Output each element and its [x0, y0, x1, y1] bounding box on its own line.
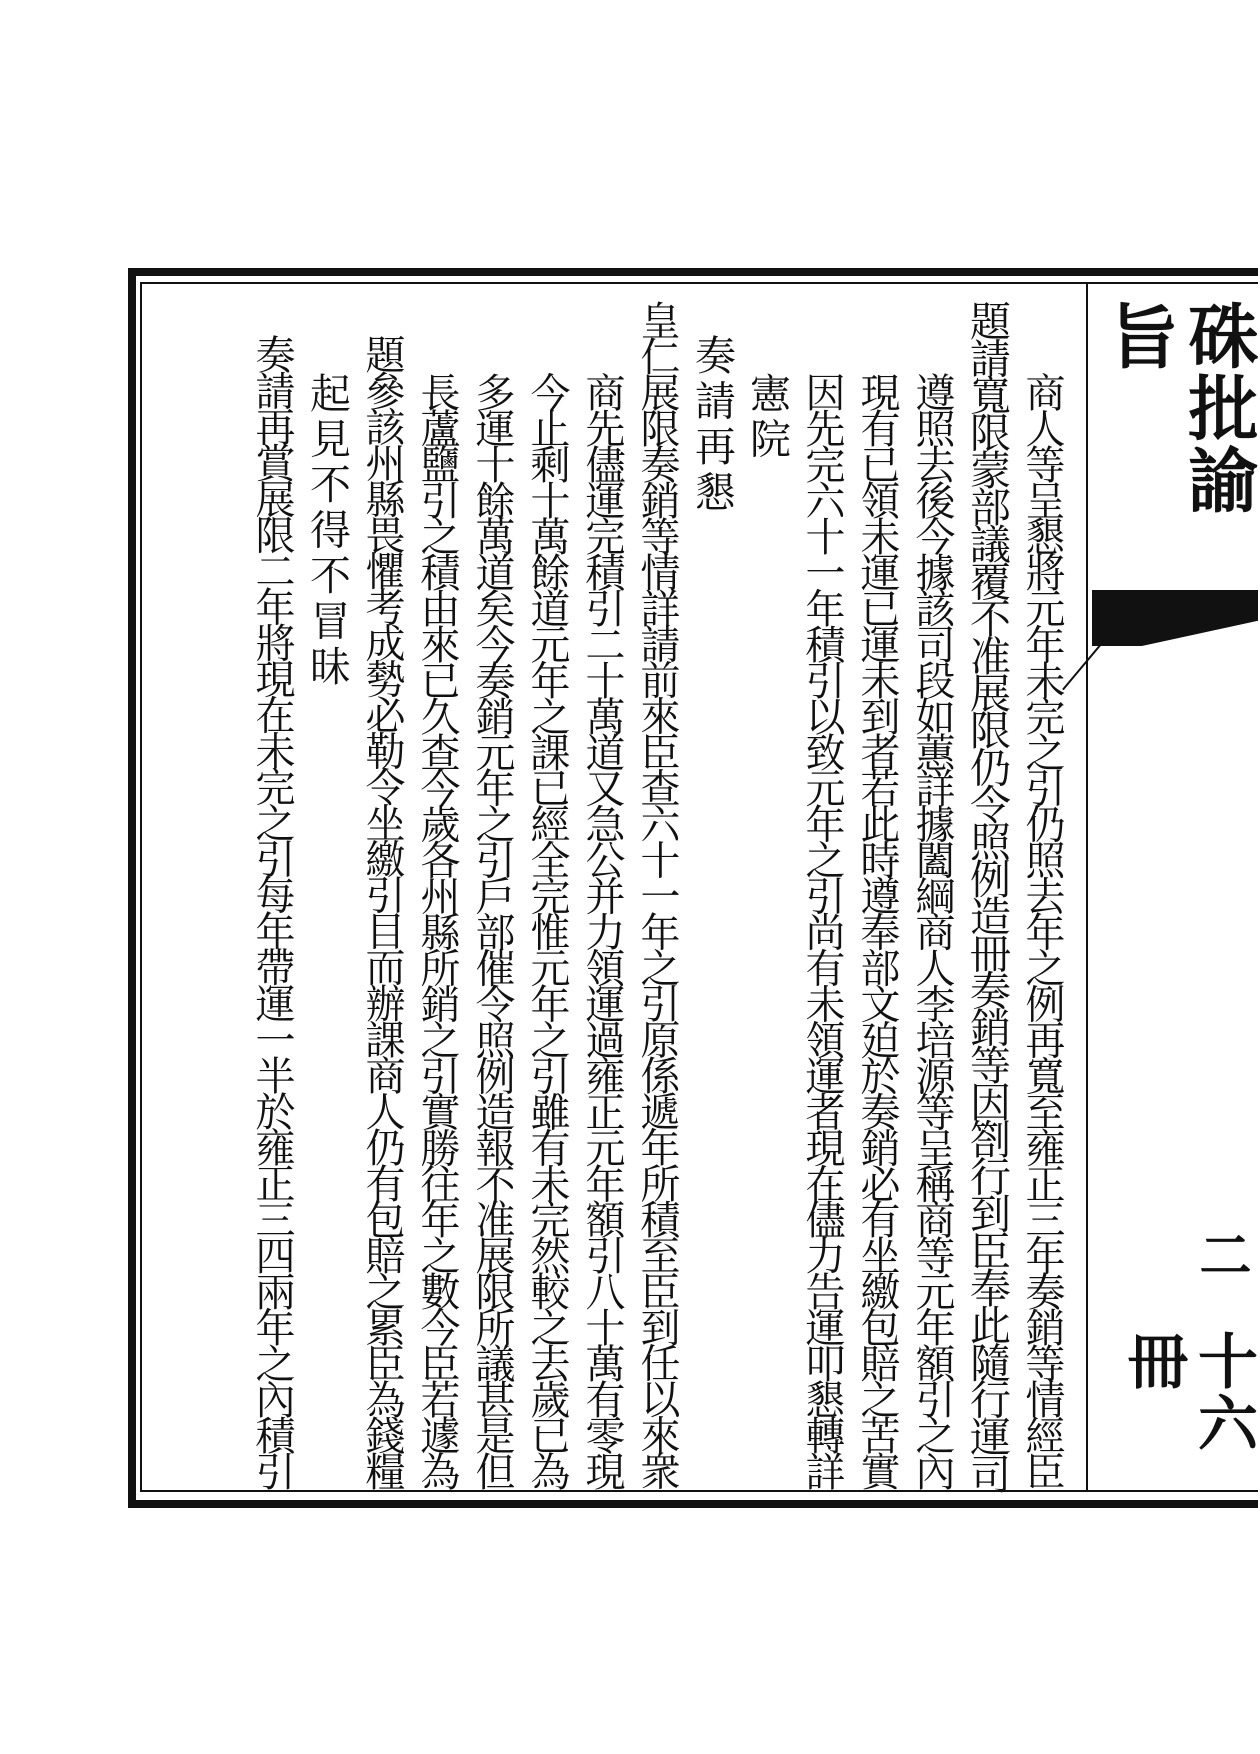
text-column-9: 商先儘運完積引二十萬道又急公并力領運過雍正元年額引八十萬有零現: [579, 372, 625, 1487]
text-column-8: 皇仁展限奏銷等情詳請前來臣查六十一年之引原係遞年所積至臣到任以來衆: [634, 300, 680, 1487]
text-column-3: 遵照去後今據該司段如蕙詳據闔綱商人李培源等呈稱商等元年額引之內: [909, 372, 955, 1487]
margin-page-number: 二: [1190, 1228, 1251, 1280]
text-column-10: 今止剩十萬餘道元年之課已經全完惟元年之引雖有未完然較之去歲已為: [524, 372, 570, 1487]
text-column-5: 因先完六十一年積引以致元年之引尚有未領運者現在儘力告運叩懇轉詳: [799, 372, 845, 1487]
text-column-12: 長蘆鹽引之積由來已久查今歲各州縣所銷之引實勝往年之數今臣若遽為: [414, 372, 460, 1487]
text-column-11: 多運十餘萬道矣今奏銷元年之引戶部催令照例造報不准展限所議甚是但: [469, 372, 515, 1487]
text-column-7: 奏請再懇: [688, 334, 736, 516]
text-column-6: 憲院: [743, 372, 791, 463]
text-column-1: 商人等呈懇將元年未完之引仍照去年之例再寬至雍正三年奏銷等情經臣: [1019, 372, 1065, 1487]
fold-center-line: [1086, 282, 1088, 1492]
text-column-4: 現有已領未運已運未到者若此時遵奉部文廹於奏銷必有坐繳包賠之苦實: [854, 372, 900, 1487]
text-column-2: 題請寬限蒙部議覆不准展限仍令照例造冊奏銷等因劄行到臣奉此隨行運司: [963, 300, 1011, 1490]
margin-book-title: 硃批諭旨: [1097, 300, 1260, 516]
text-column-14: 起見不得不冒昧: [303, 372, 351, 691]
margin-volume-label: 十六冊: [1118, 1330, 1258, 1454]
text-column-15: 奏請再賞展限二年將現在未完之引每年帶運一半於雍正三四兩年之內積引: [249, 334, 295, 1487]
text-column-13: 題參該州縣畏懼考成勢必勒令坐繳引目而辦課商人仍有包賠之累臣為錢糧: [359, 334, 405, 1487]
